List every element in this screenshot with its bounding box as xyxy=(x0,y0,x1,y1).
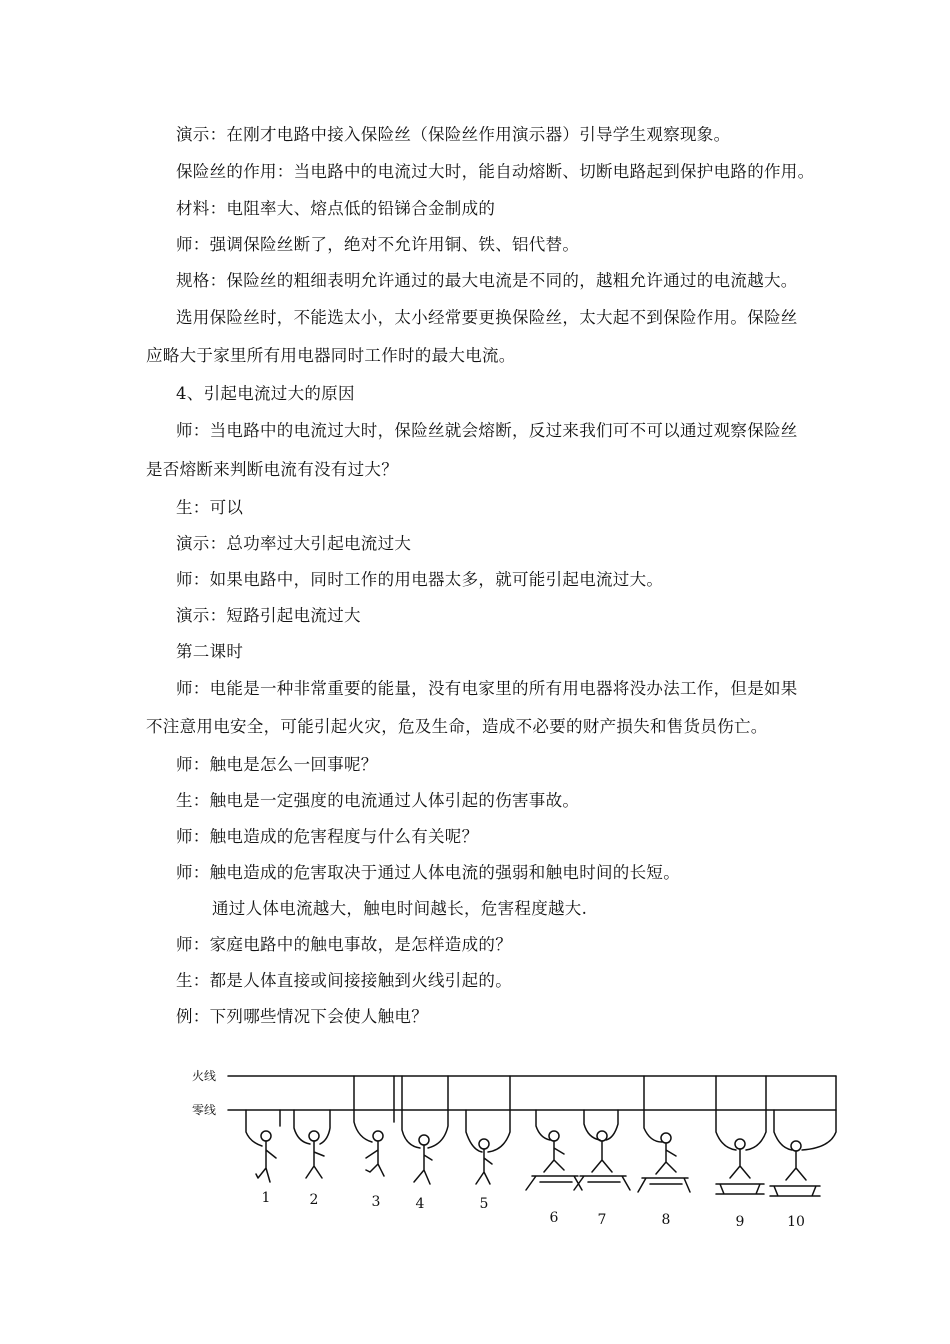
paragraph: 通过人体电流越大，触电时间越长，危害程度越大. xyxy=(212,899,588,918)
case-number-label: 9 xyxy=(735,1214,745,1230)
case-9-figure xyxy=(716,1076,766,1194)
case-10-figure xyxy=(770,1076,836,1196)
case-number-label: 5 xyxy=(479,1196,489,1212)
paragraph: 例：下列哪些情况下会使人触电？ xyxy=(176,1007,428,1026)
paragraph: 演示：在刚才电路中接入保险丝（保险丝作用演示器）引导学生观察现象。 xyxy=(176,125,731,144)
paragraph: 师：当电路中的电流过大时，保险丝就会熔断，反过来我们可不可以通过观察保险丝 xyxy=(176,421,798,440)
paragraph: 生：可以 xyxy=(176,498,244,517)
paragraph: 应略大于家里所有用电器同时工作时的最大电流。 xyxy=(146,346,516,365)
case-number-label: 3 xyxy=(371,1194,381,1210)
paragraph: 保险丝的作用：当电路中的电流过大时，能自动熔断、切断电路起到保护电路的作用。 xyxy=(176,162,815,181)
paragraph: 材料：电阻率大、熔点低的铅锑合金制成的 xyxy=(176,199,496,218)
paragraph: 师：触电造成的危害程度与什么有关呢？ xyxy=(176,827,479,846)
paragraph: 演示：总功率过大引起电流过大 xyxy=(176,534,412,553)
case-number-label: 2 xyxy=(309,1192,319,1208)
paragraph: 师：触电造成的危害取决于通过人体电流的强弱和触电时间的长短。 xyxy=(176,863,680,882)
case-7-figure xyxy=(574,1110,630,1190)
paragraph: 生：触电是一定强度的电流通过人体引起的伤害事故。 xyxy=(176,791,580,810)
case-number-label: 1 xyxy=(261,1190,271,1206)
paragraph: 师：家庭电路中的触电事故，是怎样造成的？ xyxy=(176,935,512,954)
section-heading: 4、引起电流过大的原因 xyxy=(176,384,355,403)
case-4-figure xyxy=(402,1076,448,1184)
paragraph: 规格：保险丝的粗细表明允许通过的最大电流是不同的，越粗允许通过的电流越大。 xyxy=(176,271,798,290)
case-number-label: 7 xyxy=(597,1212,607,1228)
case-number-label: 10 xyxy=(787,1214,805,1230)
paragraph: 师：强调保险丝断了，绝对不允许用铜、铁、铝代替。 xyxy=(176,235,580,254)
case-number-label: 8 xyxy=(661,1212,671,1228)
paragraph: 生：都是人体直接或间接接触到火线引起的。 xyxy=(176,971,512,990)
case-1-figure xyxy=(246,1110,280,1182)
paragraph: 师：如果电路中，同时工作的用电器太多，就可能引起电流过大。 xyxy=(176,570,664,589)
case-2-figure xyxy=(294,1110,330,1178)
section-heading: 第二课时 xyxy=(176,642,244,661)
electric-shock-diagram xyxy=(180,1060,840,1240)
case-6-figure xyxy=(526,1110,582,1190)
case-5-figure xyxy=(466,1076,510,1184)
case-number-label: 6 xyxy=(549,1210,559,1226)
paragraph: 师：电能是一种非常重要的能量，没有电家里的所有用电器将没办法工作，但是如果 xyxy=(176,679,798,698)
case-8-figure xyxy=(638,1076,690,1192)
case-number-label: 4 xyxy=(415,1196,425,1212)
neutral-wire-label: 零线 xyxy=(192,1103,217,1117)
paragraph: 不注意用电安全，可能引起火灾，危及生命，造成不必要的财产损失和售货员伤亡。 xyxy=(146,717,768,736)
paragraph: 师：触电是怎么一回事呢？ xyxy=(176,755,378,774)
paragraph: 演示：短路引起电流过大 xyxy=(176,606,361,625)
case-3-figure xyxy=(354,1076,394,1176)
live-wire-label: 火线 xyxy=(192,1069,217,1083)
paragraph: 选用保险丝时，不能选太小，太小经常要更换保险丝，太大起不到保险作用。保险丝 xyxy=(176,308,798,327)
paragraph: 是否熔断来判断电流有没有过大？ xyxy=(146,460,398,479)
